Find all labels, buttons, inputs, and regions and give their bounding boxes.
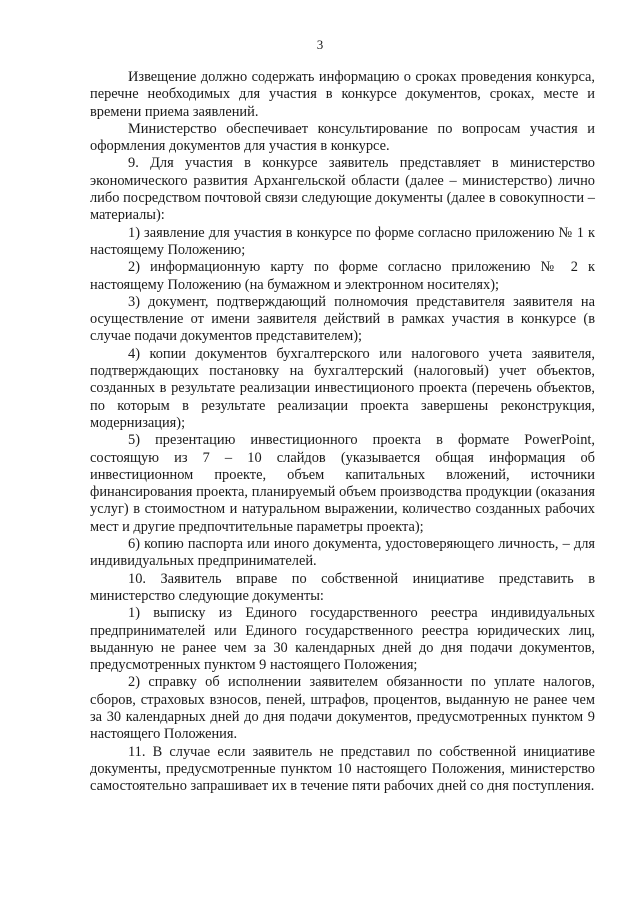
paragraph-notice-content: Извещение должно содержать информацию о сроках проведения конкурса, перечне необходимых для участия в конкурсе документов, сроках, месте и времени приема заявлений. [90,69,595,120]
list-item-10-2: 2) справку об исполнении заявителем обязанности по уплате налогов, сборов, страховых взносов, пеней, штрафов, процентов, выданную не ранее чем за 30 календарных дней до дня подачи документов, предусмотренных пунктом 9 настоящего Положения. [90,674,595,743]
list-item-9-2: 2) информационную карту по форме согласно приложению № 2 к настоящему Положению (на бумажном и электронном носителях); [90,259,595,293]
list-item-9-6: 6) копию паспорта или иного документа, удостоверяющего личность, – для индивидуальных предпринимателей. [90,536,595,570]
paragraph-item-11: 11. В случае если заявитель не представил по собственной инициативе документы, предусмотренные пунктом 10 настоящего Положения, министерство самостоятельно запрашивает их в течение пяти рабочих дней со дня поступления. [90,743,595,795]
paragraph-consulting: Министерство обеспечивает консультирование по вопросам участия и оформления документов для участия в конкурсе. [90,120,595,155]
paragraph-item-10: 10. Заявитель вправе по собственной инициативе представить в министерство следующие документы: [90,570,595,604]
document-body [90,69,595,795]
paragraph-item-9: 9. Для участия в конкурсе заявитель представляет в министерство экономического развития Архангельской области (далее – министерство) лично либо посредством почтовой связи следующие документы (далее в совокупности – материалы): [90,155,595,224]
list-item-9-3: 3) документ, подтверждающий полномочия представителя заявителя на осуществление от имени заявителя действий в рамках участия в конкурсе (в случае подачи документов представителем); [90,293,595,345]
list-item-9-1: 1) заявление для участия в конкурсе по форме согласно приложению № 1 к настоящему Положению; [90,224,595,258]
list-item-9-4: 4) копии документов бухгалтерского или налогового учета заявителя, подтверждающих постановку на бухгалтерский (налоговый) учет объектов, созданных в результате реализации инвестиционого проекта (перечень объектов, по которым в результате реализации проекта завершены реконструкция, модернизация); [90,345,595,431]
list-item-10-1: 1) выписку из Единого государственного реестра индивидуальных предпринимателей или Единого государственного реестра юридических лиц, выданную не ранее чем за 30 календарных дней до дня подачи документов, предусмотренных пунктом 9 настоящего Положения; [90,605,595,674]
list-item-9-5: 5) презентацию инвестиционного проекта в формате PowerPoint, состоящую из 7 – 10 слайдов (указывается общая информация об инвестиционном проекте, объем капитальных вложений, источники финансирования проекта, планируемый объем производства продукции (оказания услуг) в стоимостном и натуральном выражении, количество созданных рабочих мест и другие предпочтительные параметры проекта); [90,432,595,535]
page-number: 3 [316,37,324,52]
